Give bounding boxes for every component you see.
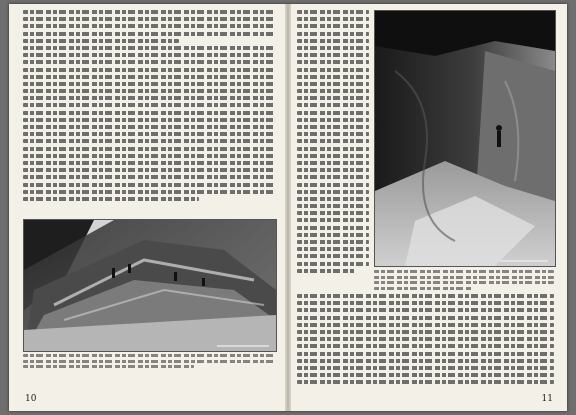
text-line	[23, 111, 275, 115]
text-line	[297, 46, 369, 50]
text-line	[23, 10, 275, 14]
text-line	[23, 118, 275, 122]
text-line	[297, 75, 369, 79]
photo-credit	[217, 345, 269, 347]
text-line	[297, 24, 369, 28]
text-line	[297, 82, 369, 86]
text-line	[23, 17, 275, 21]
text-line	[297, 161, 369, 165]
text-line	[297, 308, 554, 312]
caption-line	[23, 365, 194, 368]
left-page	[9, 4, 288, 411]
text-line	[297, 352, 554, 356]
text-line	[297, 53, 369, 57]
caption-line	[23, 360, 275, 363]
text-line	[297, 226, 369, 230]
text-line	[297, 89, 369, 93]
text-line	[297, 240, 369, 244]
right-page-full-width-text	[297, 294, 554, 387]
caption-line	[374, 281, 554, 284]
text-line	[297, 330, 554, 334]
left-page-number: 10	[25, 394, 37, 404]
text-line	[297, 323, 554, 327]
text-line	[23, 132, 275, 136]
text-line	[297, 344, 554, 348]
text-line	[297, 139, 369, 143]
text-line	[297, 197, 369, 201]
text-line	[297, 190, 369, 194]
text-line	[297, 103, 369, 107]
text-line	[297, 211, 369, 215]
text-line	[297, 32, 369, 36]
right-page-narrow-column	[297, 10, 369, 276]
text-line	[297, 111, 369, 115]
text-line	[23, 103, 275, 107]
caption-line	[374, 287, 473, 290]
caption-line	[374, 270, 554, 273]
right-page	[288, 4, 567, 411]
text-line	[23, 53, 275, 57]
text-line	[297, 366, 554, 370]
text-line	[297, 269, 355, 273]
text-line	[23, 190, 275, 194]
text-line	[297, 262, 369, 266]
text-line	[297, 380, 554, 384]
text-line	[297, 218, 369, 222]
text-line	[23, 96, 275, 100]
text-line	[23, 39, 179, 43]
text-line	[297, 254, 369, 258]
text-line	[23, 175, 275, 179]
text-line	[23, 161, 275, 165]
text-line	[23, 183, 275, 187]
text-line	[297, 301, 554, 305]
text-line	[23, 147, 275, 151]
text-line	[297, 10, 369, 14]
text-line	[297, 118, 369, 122]
text-line	[297, 60, 369, 64]
text-line	[297, 204, 369, 208]
text-line	[23, 89, 275, 93]
text-line	[297, 125, 369, 129]
text-line	[297, 316, 554, 320]
text-line	[297, 233, 369, 237]
text-line	[297, 68, 369, 72]
left-figure-photo	[23, 219, 277, 352]
caption-line	[23, 354, 275, 357]
text-line	[297, 154, 369, 158]
text-line	[23, 154, 275, 158]
hillside-excavation-image	[24, 220, 276, 351]
text-line	[23, 60, 275, 64]
text-line	[23, 24, 275, 28]
text-line	[23, 68, 275, 72]
caption-line	[374, 276, 554, 279]
excavation-trench-image	[375, 11, 555, 266]
text-line	[297, 175, 369, 179]
text-line	[297, 39, 369, 43]
left-page-text-block	[23, 10, 275, 204]
text-line	[297, 359, 554, 363]
text-line	[23, 32, 275, 36]
right-figure-photo	[374, 10, 556, 267]
right-figure-caption	[374, 270, 554, 292]
text-line	[23, 197, 199, 201]
text-line	[297, 294, 554, 298]
text-line	[297, 247, 369, 251]
text-line	[297, 132, 369, 136]
text-line	[23, 46, 275, 50]
text-line	[23, 125, 275, 129]
text-line	[297, 147, 369, 151]
text-line	[297, 183, 369, 187]
left-figure-caption	[23, 354, 275, 371]
text-line	[297, 17, 369, 21]
photo-credit	[500, 260, 548, 262]
text-line	[297, 168, 369, 172]
book-spread	[9, 4, 567, 411]
text-line	[297, 373, 554, 377]
text-line	[297, 96, 369, 100]
text-line	[23, 168, 275, 172]
text-line	[23, 82, 275, 86]
text-line	[297, 337, 554, 341]
right-page-number: 11	[541, 394, 553, 404]
text-line	[23, 139, 275, 143]
text-line	[23, 75, 275, 79]
